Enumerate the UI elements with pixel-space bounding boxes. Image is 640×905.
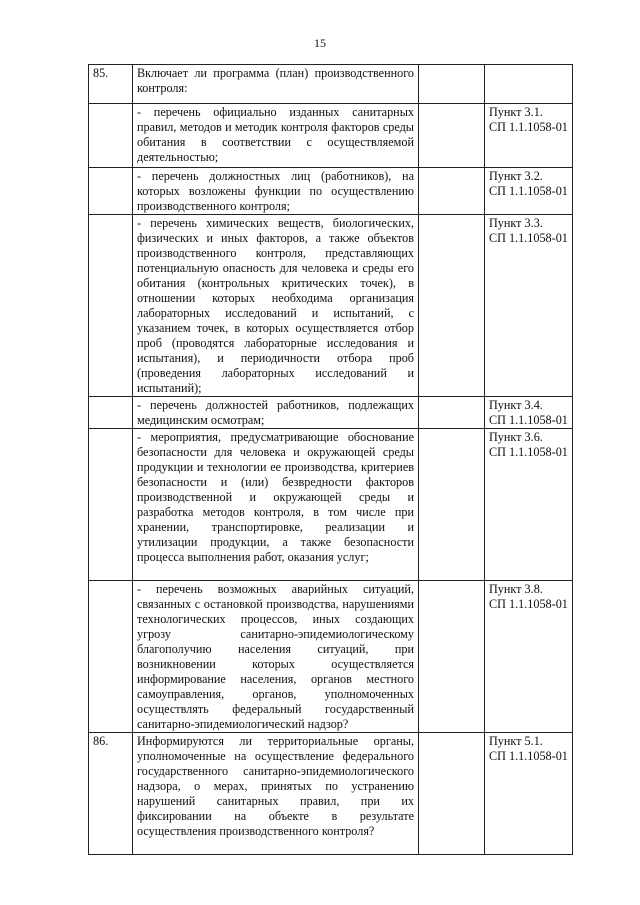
- reference-point: Пункт 3.3.: [489, 216, 543, 230]
- answer-cell: [419, 581, 485, 733]
- answer-cell: [419, 215, 485, 397]
- reference-document: СП 1.1.1058-01: [489, 184, 568, 198]
- reference-document: СП 1.1.1058-01: [489, 597, 568, 611]
- question-text: Информируются ли территориальные органы, уполномоченные на осуществление федерального государственного санитарно-эпидемиологического надзора, о мерах, принятых по устранению нарушений санитарных правил, при их фиксировании на объекте в результате осуществления производственного контроля?: [133, 733, 419, 855]
- answer-cell: [419, 397, 485, 429]
- reference-point: Пункт 3.1.: [489, 105, 543, 119]
- reference-point: Пункт 3.8.: [489, 582, 543, 596]
- table-row: [89, 429, 573, 581]
- item-number: [89, 104, 133, 168]
- reference-cell: [485, 581, 573, 733]
- item-number: [89, 429, 133, 581]
- reference-point: Пункт 3.4.: [489, 398, 543, 412]
- table-row: [89, 215, 573, 397]
- reference-document: СП 1.1.1058-01: [489, 120, 568, 134]
- answer-cell: [419, 65, 485, 104]
- item-number: 86.: [89, 733, 133, 855]
- item-number: [89, 215, 133, 397]
- reference-cell: [485, 733, 573, 855]
- reference-point: Пункт 3.6.: [489, 430, 543, 444]
- reference-document: СП 1.1.1058-01: [489, 413, 568, 427]
- question-text: - перечень химических веществ, биологических, физических и иных факторов, а также объектов производственного контроля, представляющих потенциальную опасность для человека и среды его обитания (контрольных критических точек), в отношении которых необходима организация лабораторных исследований и испытаний, с указанием точек, в которых осуществляется отбор проб (проводятся лабораторные исследования и испытания), и периодичности отбора проб (проведения лабораторных исследований и испытаний);: [133, 215, 419, 397]
- question-text: Включает ли программа (план) производственного контроля:: [133, 65, 419, 104]
- table-row: [89, 168, 573, 215]
- item-number: [89, 581, 133, 733]
- reference-document: СП 1.1.1058-01: [489, 445, 568, 459]
- answer-cell: [419, 168, 485, 215]
- question-text: - перечень должностей работников, подлежащих медицинским осмотрам;: [133, 397, 419, 429]
- question-text: - перечень возможных аварийных ситуаций, связанных с остановкой производства, нарушениями технологических процессов, иных создающих угрозу санитарно-эпидемиологическому благополучию населения ситуаций, при возникновении которых осуществляется информирование населения, органов местного самоуправления, органов, уполномоченных осуществлять федеральный государственный санитарно-эпидемиологический надзор?: [133, 581, 419, 733]
- reference-cell: [485, 104, 573, 168]
- table-row: [89, 581, 573, 733]
- table-row: [89, 65, 573, 104]
- reference-cell: [485, 397, 573, 429]
- reference-cell: [485, 65, 573, 104]
- reference-document: СП 1.1.1058-01: [489, 231, 568, 245]
- answer-cell: [419, 429, 485, 581]
- reference-document: СП 1.1.1058-01: [489, 749, 568, 763]
- question-text: - перечень официально изданных санитарных правил, методов и методик контроля факторов среды обитания в соответствии с осуществляемой деятельностью;: [133, 104, 419, 168]
- question-text: - мероприятия, предусматривающие обоснование безопасности для человека и окружающей среды продукции и технологии ее производства, критериев безопасности и (или) безвредности факторов производственной и окружающей среды и разработка методов контроля, в том числе при хранении, транспортировке, реализации и утилизации продукции, а также безопасности процесса выполнения работ, оказания услуг;: [133, 429, 419, 581]
- reference-cell: [485, 215, 573, 397]
- item-number: [89, 397, 133, 429]
- reference-cell: [485, 168, 573, 215]
- reference-cell: [485, 429, 573, 581]
- answer-cell: [419, 733, 485, 855]
- page-number: 15: [314, 36, 326, 50]
- table-row: [89, 397, 573, 429]
- reference-point: Пункт 5.1.: [489, 734, 543, 748]
- reference-point: Пункт 3.2.: [489, 169, 543, 183]
- question-text: - перечень должностных лиц (работников), на которых возложены функции по осуществлению производственного контроля;: [133, 168, 419, 215]
- table-row: [89, 104, 573, 168]
- item-number: [89, 168, 133, 215]
- answer-cell: [419, 104, 485, 168]
- item-number: 85.: [89, 65, 133, 104]
- checklist-table: [88, 64, 573, 855]
- table-row: [89, 733, 573, 855]
